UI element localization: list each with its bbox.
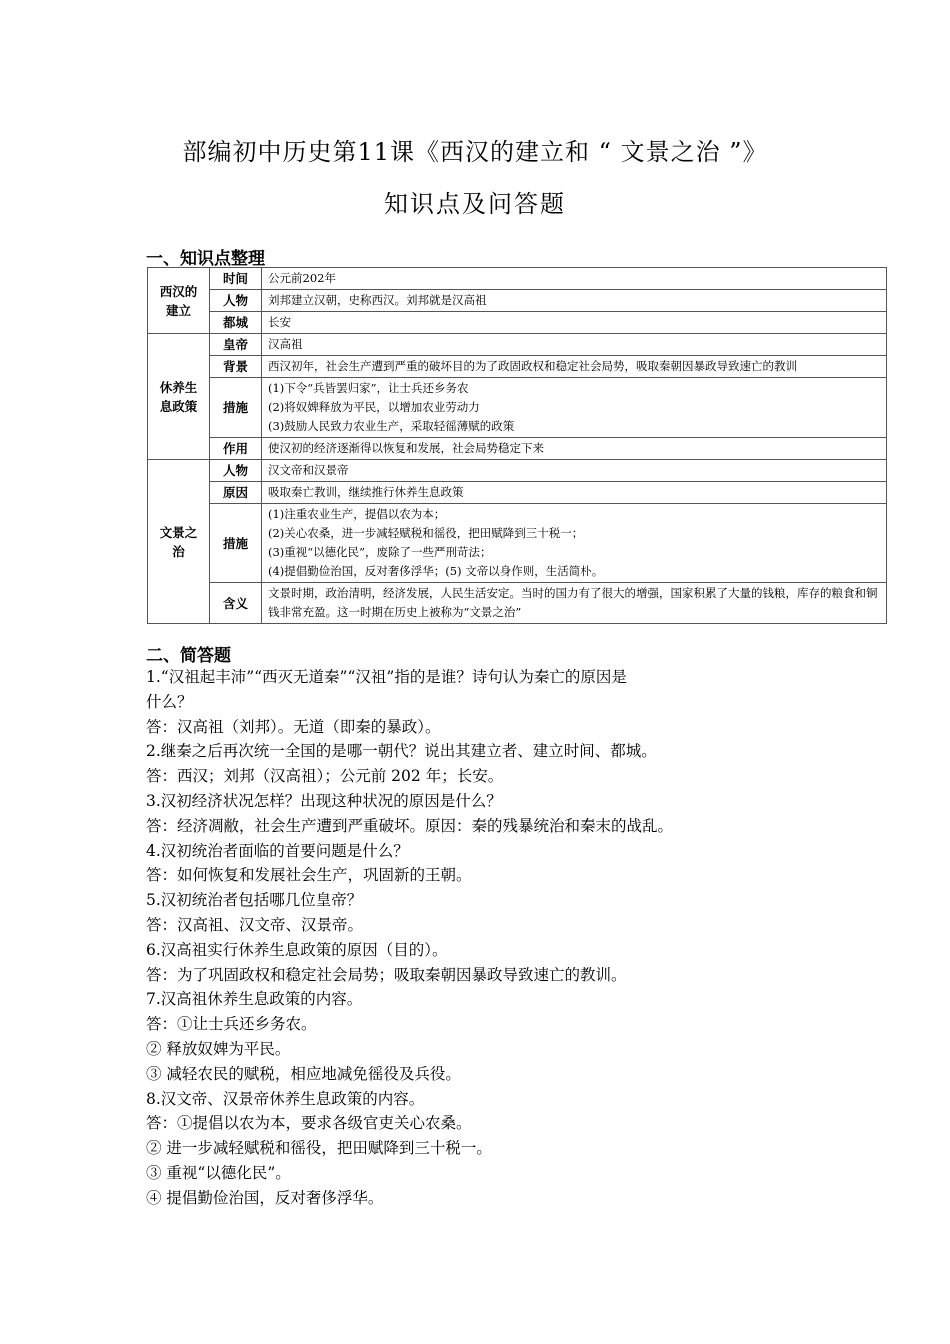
row-label: 原因	[210, 482, 262, 504]
qa-line: ③ 减轻农民的赋税，相应地减免徭役及兵役。	[146, 1064, 461, 1083]
qa-line: 什么？	[146, 692, 193, 711]
qa-line: 答：①让士兵还乡务农。	[146, 1015, 317, 1034]
qa-line: 答：汉高祖（刘邦）。无道（即秦的暴政）。	[146, 717, 441, 736]
row-label: 人物	[210, 290, 262, 312]
row-label: 皇帝	[210, 334, 262, 356]
row-content: 汉高祖	[262, 334, 887, 356]
row-label: 含义	[210, 583, 262, 624]
table-row	[148, 438, 887, 460]
section-cell	[148, 334, 210, 460]
qa-line: ② 释放奴婢为平民。	[146, 1039, 291, 1058]
measure-line: (1)下令“兵皆罢归家”，让士兵还乡务农	[268, 381, 469, 395]
qa-line: 4.汉初统治者面临的首要问题是什么？	[146, 841, 409, 860]
table-row	[148, 268, 887, 290]
row-content: 使汉初的经济逐渐得以恢复和发展，社会局势稳定下来	[262, 438, 887, 460]
row-content: 公元前202年	[262, 268, 887, 290]
qa-line: 2.继秦之后再次统一全国的是哪一朝代？说出其建立者、建立时间、都城。	[146, 742, 657, 761]
section-heading-qa: 二、简答题	[146, 646, 231, 666]
table-row	[148, 583, 887, 624]
row-content: 长安	[262, 312, 887, 334]
section-heading-knowledge: 一、知识点整理	[146, 249, 265, 269]
row-label: 人物	[210, 460, 262, 482]
measure-line: (1)注重农业生产，提倡以农为本；	[268, 507, 446, 521]
table-row	[148, 290, 887, 312]
qa-line: ② 进一步减轻赋税和徭役，把田赋降到三十税一。	[146, 1139, 492, 1158]
table-row	[148, 504, 887, 583]
qa-line: 5.汉初统治者包括哪几位皇帝？	[146, 891, 363, 910]
row-content: 汉文帝和汉景帝	[262, 460, 887, 482]
qa-line: 7.汉高祖休养生息政策的内容。	[146, 990, 363, 1009]
section-name: 西汉的建立	[159, 283, 198, 318]
qa-line: ③ 重视“以德化民”。	[146, 1163, 291, 1182]
measure-line: (2)将奴婢释放为平民，以增加农业劳动力	[268, 400, 480, 414]
title-line-1: 部编初中历史第11课《西汉的建立和 “ 文景之治 ”》	[182, 138, 768, 166]
row-content: 文景时期，政治清明，经济发展，人民生活安定。当时的国力有了很大的增强，国家积累了大量的钱粮，库存的粮食和铜钱非常充盈。这一时期在历史上被称为“文景之治”	[262, 583, 887, 624]
section-name: 文景之治	[159, 524, 198, 559]
knowledge-table	[147, 267, 887, 624]
table-row	[148, 460, 887, 482]
measure-line: (3)重视“以德化民”，废除了一些严刑苛法；	[268, 545, 492, 559]
table-row	[148, 378, 887, 438]
qa-line: 答：西汉；刘邦（汉高祖）；公元前 202 年；长安。	[146, 767, 504, 786]
row-label: 措施	[210, 504, 262, 583]
row-label: 背景	[210, 356, 262, 378]
row-label: 措施	[210, 378, 262, 438]
qa-line: 6.汉高祖实行休养生息政策的原因（目的）。	[146, 940, 448, 959]
row-label: 作用	[210, 438, 262, 460]
title-line-2: 知识点及问答题	[384, 190, 566, 218]
qa-line: 答：①提倡以农为本，要求各级官吏关心农桑。	[146, 1114, 472, 1133]
measure-line: (3)鼓励人民致力农业生产，采取轻徭薄赋的政策	[268, 419, 515, 433]
measure-line: (2)关心农桑，进一步减轻赋税和徭役，把田赋降到三十税一；	[268, 526, 584, 540]
row-label: 都城	[210, 312, 262, 334]
row-label: 时间	[210, 268, 262, 290]
row-content: 西汉初年，社会生产遭到严重的破坏目的为了政固政权和稳定社会局势，吸取秦朝因暴政导致速亡的教训	[262, 356, 887, 378]
qa-line: 答：汉高祖、汉文帝、汉景帝。	[146, 915, 364, 934]
row-content	[262, 504, 887, 583]
qa-line: 8.汉文帝、汉景帝休养生息政策的内容。	[146, 1089, 425, 1108]
table-row	[148, 312, 887, 334]
section-cell	[148, 460, 210, 624]
qa-list	[146, 665, 826, 1211]
section-name: 休养生息政策	[159, 379, 198, 414]
table-row	[148, 334, 887, 356]
table-row	[148, 356, 887, 378]
row-content: 刘邦建立汉朝，史称西汉。刘邦就是汉高祖	[262, 290, 887, 312]
section-cell	[148, 268, 210, 334]
qa-line: 3.汉初经济状况怎样？出现这种状况的原因是什么？	[146, 791, 502, 810]
row-content: 吸取秦亡教训，继续推行休养生息政策	[262, 482, 887, 504]
qa-line: ④ 提倡勤俭治国，反对奢侈浮华。	[146, 1188, 384, 1207]
table-row	[148, 482, 887, 504]
row-content	[262, 378, 887, 438]
qa-line: 答：如何恢复和发展社会生产，巩固新的王朝。	[146, 866, 472, 885]
measure-line: (4)提倡勤俭治国，反对奢侈浮华；(5) 文帝以身作则，生活简朴。	[268, 564, 604, 578]
qa-line: 答：为了巩固政权和稳定社会局势；吸取秦朝因暴政导致速亡的教训。	[146, 965, 627, 984]
qa-line: 答：经济凋敝，社会生产遭到严重破坏。原因：秦的残暴统治和秦末的战乱。	[146, 816, 674, 835]
qa-line: 1.“汉祖起丰沛”“西灭无道秦”“汉祖”指的是谁？诗句认为秦亡的原因是	[146, 668, 627, 686]
